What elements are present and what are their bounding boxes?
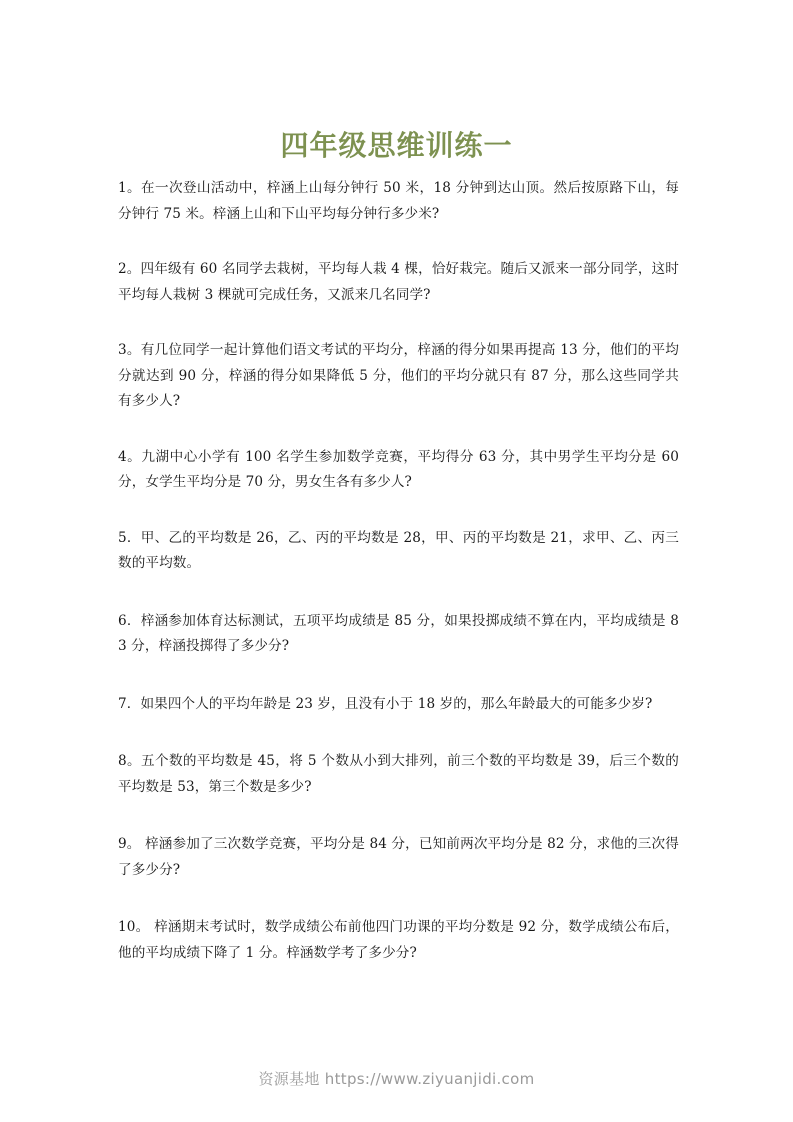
question-list [118, 176, 679, 966]
question-item-5: 5．甲、乙的平均数是 26，乙、丙的平均数是 28，甲、丙的平均数是 21，求甲、乙、丙三数的平均数。 [118, 529, 679, 571]
question-item-4: 4。九湖中心小学有 100 名学生参加数学竞赛，平均得分 63 分，其中男学生平均分是 60 分，女学生平均分是 70 分，男女生各有多少人? [118, 448, 679, 490]
question-item-7: 7．如果四个人的平均年龄是 23 岁，且没有小于 18 岁的，那么年龄最大的可能多少岁? [118, 695, 653, 712]
question-item-1: 1。在一次登山活动中，梓涵上山每分钟行 50 米，18 分钟到达山顶。然后按原路下山，每分钟行 75 米。梓涵上山和下山平均每分钟行多少米? [118, 180, 679, 222]
question-item-2: 2。四年级有 60 名同学去栽树，平均每人栽 4 棵，恰好栽完。随后又派来一部分同学，这时平均每人栽树 3 棵就可完成任务，又派来几名同学? [118, 261, 679, 303]
question-item-8: 8。五个数的平均数是 45，将 5 个数从小到大排列，前三个数的平均数是 39，后三个数的平均数是 53，第三个数是多少? [118, 753, 679, 795]
question-item-9: 9。 梓涵参加了三次数学竞赛，平均分是 84 分，已知前两次平均分是 82 分，求他的三次得了多少分? [118, 836, 679, 878]
question-item-6: 6．梓涵参加体育达标测试，五项平均成绩是 85 分，如果投掷成绩不算在内，平均成绩是 83 分，梓涵投掷得了多少分? [118, 612, 679, 654]
footer-watermark: 资源基地 https://www.ziyuanjidi.com [258, 1070, 535, 1088]
question-item-10: 10。 梓涵期末考试时，数学成绩公布前他四门功课的平均分数是 92 分，数学成绩公布后，他的平均成绩下降了 1 分。梓涵数学考了多少分? [118, 919, 679, 961]
question-item-3: 3。有几位同学一起计算他们语文考试的平均分，梓涵的得分如果再提高 13 分，他们的平均分就达到 90 分，梓涵的得分如果降低 5 分，他们的平均分就只有 87 分，那么这些同学共有多少人? [118, 342, 679, 409]
page-title: 四年级思维训练一 [280, 128, 513, 162]
